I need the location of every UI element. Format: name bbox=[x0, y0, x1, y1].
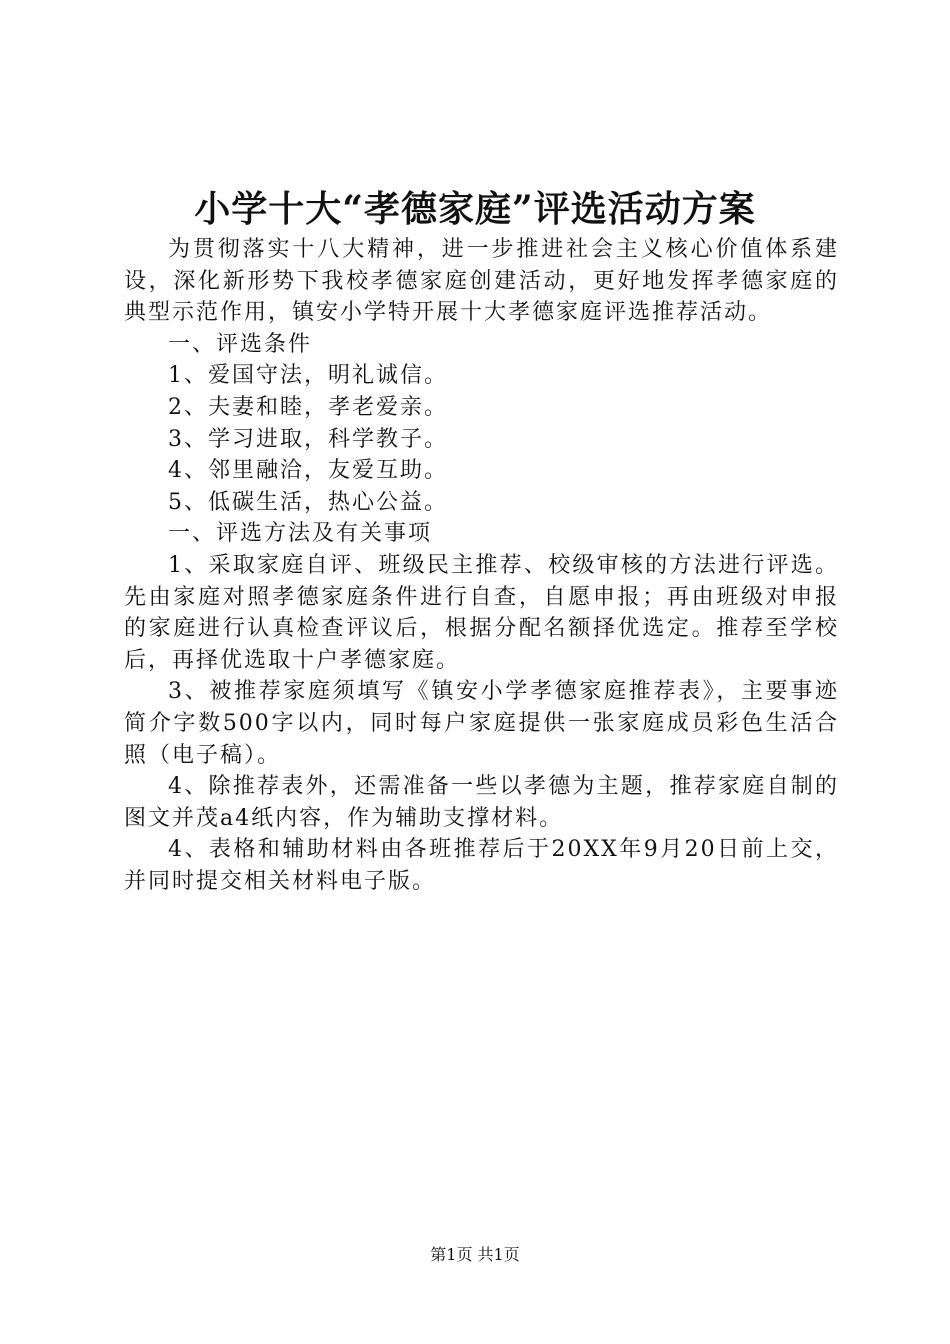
method-paragraph: 3、被推荐家庭须填写《镇安小学孝德家庭推荐表》，主要事迹简介字数500字以内，同时每户家庭提供一张家庭成员彩色生活合照（电子稿）。 bbox=[124, 679, 839, 768]
document-body bbox=[124, 234, 839, 897]
condition-item: 4、邻里融洽，友爱互助。 bbox=[168, 458, 448, 484]
condition-item: 3、学习进取，科学教子。 bbox=[168, 426, 448, 452]
condition-item: 5、低碳生活，热心公益。 bbox=[168, 489, 448, 515]
page-footer: 第1页 共1页 bbox=[430, 1245, 520, 1264]
condition-item: 1、爱国守法，明礼诚信。 bbox=[168, 363, 448, 389]
condition-item: 2、夫妻和睦，孝老爱亲。 bbox=[168, 394, 448, 420]
intro-paragraph: 为贯彻落实十八大精神，进一步推进社会主义核心价值体系建设，深化新形势下我校孝德家庭创建活动，更好地发挥孝德家庭的典型示范作用，镇安小学特开展十大孝德家庭评选推荐活动。 bbox=[124, 237, 839, 326]
section-heading-conditions: 一、评选条件 bbox=[168, 331, 313, 357]
method-paragraph: 1、采取家庭自评、班级民主推荐、校级审核的方法进行评选。先由家庭对照孝德家庭条件进行自查，自愿申报；再由班级对申报的家庭进行认真检查评议后，根据分配名额择优选定。推荐至学校后，再择优选取十户孝德家庭。 bbox=[124, 552, 839, 673]
section-heading-methods: 一、评选方法及有关事项 bbox=[168, 521, 433, 547]
document-title: 小学十大“孝德家庭”评选活动方案 bbox=[194, 188, 756, 230]
method-paragraph: 4、除推荐表外，还需准备一些以孝德为主题，推荐家庭自制的图文并茂a4纸内容，作为辅助支撑材料。 bbox=[124, 774, 839, 831]
method-paragraph: 4、表格和辅助材料由各班推荐后于20XX年9月20日前上交，并同时提交相关材料电子版。 bbox=[124, 837, 839, 894]
